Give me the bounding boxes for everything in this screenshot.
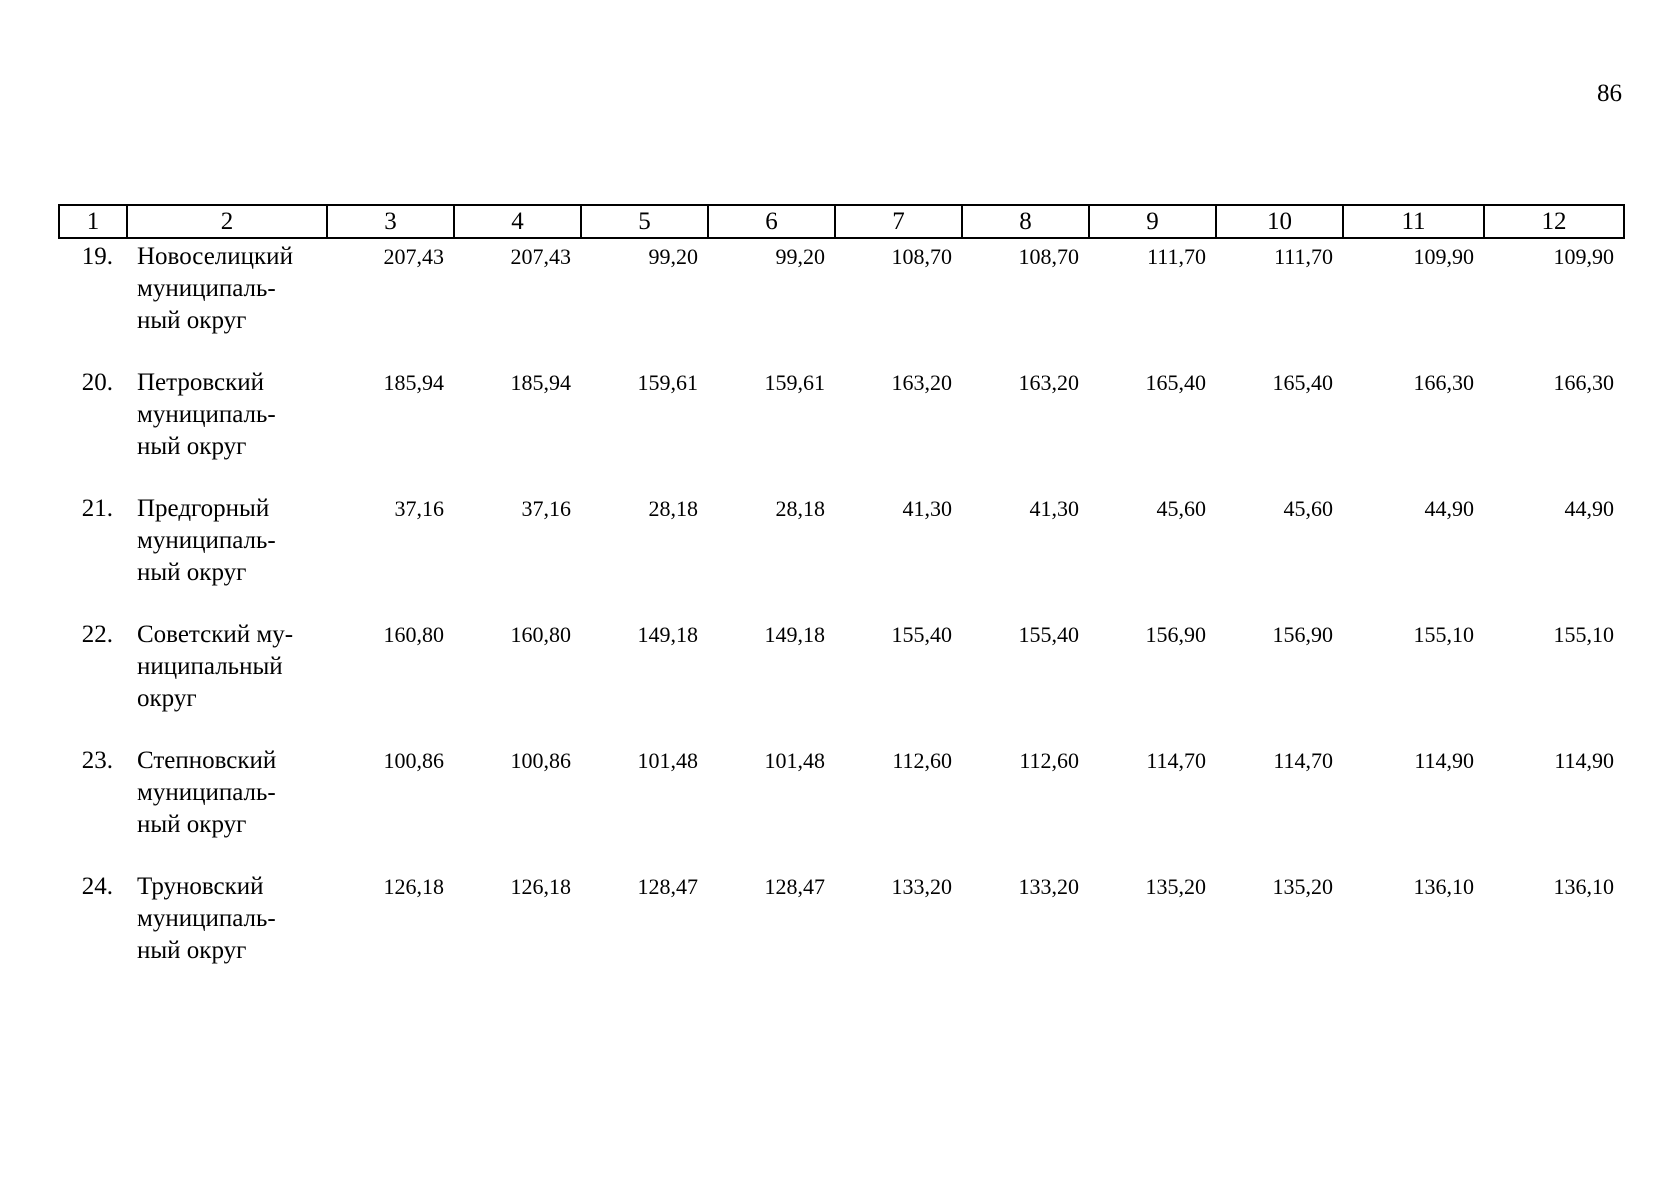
value-cell: 155,10 bbox=[1553, 622, 1614, 647]
value-cell: 165,40 bbox=[1145, 370, 1206, 395]
row-number: 23. bbox=[81, 747, 113, 774]
column-header: 6 bbox=[708, 205, 835, 238]
value-cell: 128,47 bbox=[764, 874, 825, 899]
district-name-line: ный округ bbox=[137, 559, 247, 586]
row-number: 21. bbox=[81, 495, 113, 522]
value-cell: 114,90 bbox=[1554, 748, 1614, 773]
value-cell: 207,43 bbox=[383, 244, 444, 269]
value-cell: 41,30 bbox=[1029, 496, 1079, 521]
value-cell: 101,48 bbox=[764, 748, 825, 773]
value-cell: 159,61 bbox=[764, 370, 825, 395]
district-name bbox=[127, 871, 327, 997]
district-name-line: округ bbox=[137, 685, 197, 712]
table-row bbox=[59, 745, 1624, 871]
value-cell: 166,30 bbox=[1553, 370, 1614, 395]
column-header: 2 bbox=[127, 205, 327, 238]
value-cell: 114,70 bbox=[1273, 748, 1333, 773]
district-name-line: Труновский bbox=[137, 873, 264, 900]
table-row bbox=[59, 871, 1624, 997]
district-name-line: муниципаль- bbox=[137, 779, 276, 806]
data-table bbox=[58, 204, 1625, 997]
district-name-line: ный округ bbox=[137, 937, 247, 964]
value-cell: 166,30 bbox=[1413, 370, 1474, 395]
district-name-line: ный округ bbox=[137, 307, 247, 334]
value-cell: 135,20 bbox=[1145, 874, 1206, 899]
column-header: 11 bbox=[1343, 205, 1484, 238]
value-cell: 133,20 bbox=[891, 874, 952, 899]
value-cell: 112,60 bbox=[892, 748, 952, 773]
district-name bbox=[127, 238, 327, 367]
value-cell: 28,18 bbox=[775, 496, 825, 521]
row-number: 22. bbox=[81, 621, 113, 648]
value-cell: 114,90 bbox=[1414, 748, 1474, 773]
table-row bbox=[59, 493, 1624, 619]
column-header: 3 bbox=[327, 205, 454, 238]
value-cell: 160,80 bbox=[383, 622, 444, 647]
value-cell: 156,90 bbox=[1272, 622, 1333, 647]
column-header: 9 bbox=[1089, 205, 1216, 238]
column-header: 12 bbox=[1484, 205, 1624, 238]
district-name-line: муниципаль- bbox=[137, 905, 276, 932]
district-name-line: Советский му- bbox=[137, 621, 294, 648]
value-cell: 37,16 bbox=[394, 496, 444, 521]
district-name bbox=[127, 367, 327, 493]
value-cell: 160,80 bbox=[510, 622, 571, 647]
value-cell: 108,70 bbox=[891, 244, 952, 269]
column-header: 8 bbox=[962, 205, 1089, 238]
district-name-line: муниципаль- bbox=[137, 275, 276, 302]
value-cell: 185,94 bbox=[510, 370, 571, 395]
row-number: 24. bbox=[81, 873, 113, 900]
district-name-line: Новоселицкий bbox=[137, 243, 293, 270]
value-cell: 114,70 bbox=[1146, 748, 1206, 773]
value-cell: 149,18 bbox=[764, 622, 825, 647]
table-row bbox=[59, 619, 1624, 745]
value-cell: 100,86 bbox=[383, 748, 444, 773]
value-cell: 111,70 bbox=[1274, 244, 1333, 269]
district-name-line: ный округ bbox=[137, 433, 247, 460]
column-header: 5 bbox=[581, 205, 708, 238]
value-cell: 41,30 bbox=[902, 496, 952, 521]
value-cell: 155,10 bbox=[1413, 622, 1474, 647]
value-cell: 101,48 bbox=[637, 748, 698, 773]
district-name bbox=[127, 493, 327, 619]
district-name-line: ниципальный bbox=[137, 653, 283, 680]
value-cell: 108,70 bbox=[1018, 244, 1079, 269]
district-name-line: Петровский bbox=[137, 369, 265, 396]
value-cell: 159,61 bbox=[637, 370, 698, 395]
value-cell: 155,40 bbox=[891, 622, 952, 647]
value-cell: 28,18 bbox=[648, 496, 698, 521]
value-cell: 126,18 bbox=[510, 874, 571, 899]
value-cell: 99,20 bbox=[648, 244, 698, 269]
table-header bbox=[59, 205, 1624, 238]
value-cell: 111,70 bbox=[1147, 244, 1206, 269]
district-name-line: Предгорный bbox=[137, 495, 270, 522]
column-header: 10 bbox=[1216, 205, 1343, 238]
page-number: 86 bbox=[1597, 80, 1622, 107]
row-number: 20. bbox=[81, 369, 113, 396]
value-cell: 207,43 bbox=[510, 244, 571, 269]
value-cell: 112,60 bbox=[1019, 748, 1079, 773]
value-cell: 163,20 bbox=[1018, 370, 1079, 395]
value-cell: 128,47 bbox=[637, 874, 698, 899]
district-name-line: ный округ bbox=[137, 811, 247, 838]
district-name bbox=[127, 619, 327, 745]
header-row bbox=[59, 205, 1624, 238]
value-cell: 45,60 bbox=[1156, 496, 1206, 521]
value-cell: 109,90 bbox=[1553, 244, 1614, 269]
value-cell: 100,86 bbox=[510, 748, 571, 773]
value-cell: 136,10 bbox=[1553, 874, 1614, 899]
column-header: 4 bbox=[454, 205, 581, 238]
value-cell: 149,18 bbox=[637, 622, 698, 647]
table-body bbox=[59, 238, 1624, 997]
table-row bbox=[59, 367, 1624, 493]
table-row bbox=[59, 238, 1624, 367]
row-number: 19. bbox=[81, 243, 113, 270]
value-cell: 126,18 bbox=[383, 874, 444, 899]
value-cell: 165,40 bbox=[1272, 370, 1333, 395]
district-name-line: Степновский bbox=[137, 747, 277, 774]
value-cell: 155,40 bbox=[1018, 622, 1079, 647]
value-cell: 185,94 bbox=[383, 370, 444, 395]
value-cell: 44,90 bbox=[1564, 496, 1614, 521]
column-header: 1 bbox=[59, 205, 127, 238]
column-header: 7 bbox=[835, 205, 962, 238]
value-cell: 37,16 bbox=[521, 496, 571, 521]
value-cell: 109,90 bbox=[1413, 244, 1474, 269]
district-name-line: муниципаль- bbox=[137, 401, 276, 428]
value-cell: 133,20 bbox=[1018, 874, 1079, 899]
value-cell: 136,10 bbox=[1413, 874, 1474, 899]
value-cell: 44,90 bbox=[1424, 496, 1474, 521]
value-cell: 135,20 bbox=[1272, 874, 1333, 899]
district-name-line: муниципаль- bbox=[137, 527, 276, 554]
district-name bbox=[127, 745, 327, 871]
value-cell: 156,90 bbox=[1145, 622, 1206, 647]
value-cell: 45,60 bbox=[1283, 496, 1333, 521]
value-cell: 99,20 bbox=[775, 244, 825, 269]
value-cell: 163,20 bbox=[891, 370, 952, 395]
